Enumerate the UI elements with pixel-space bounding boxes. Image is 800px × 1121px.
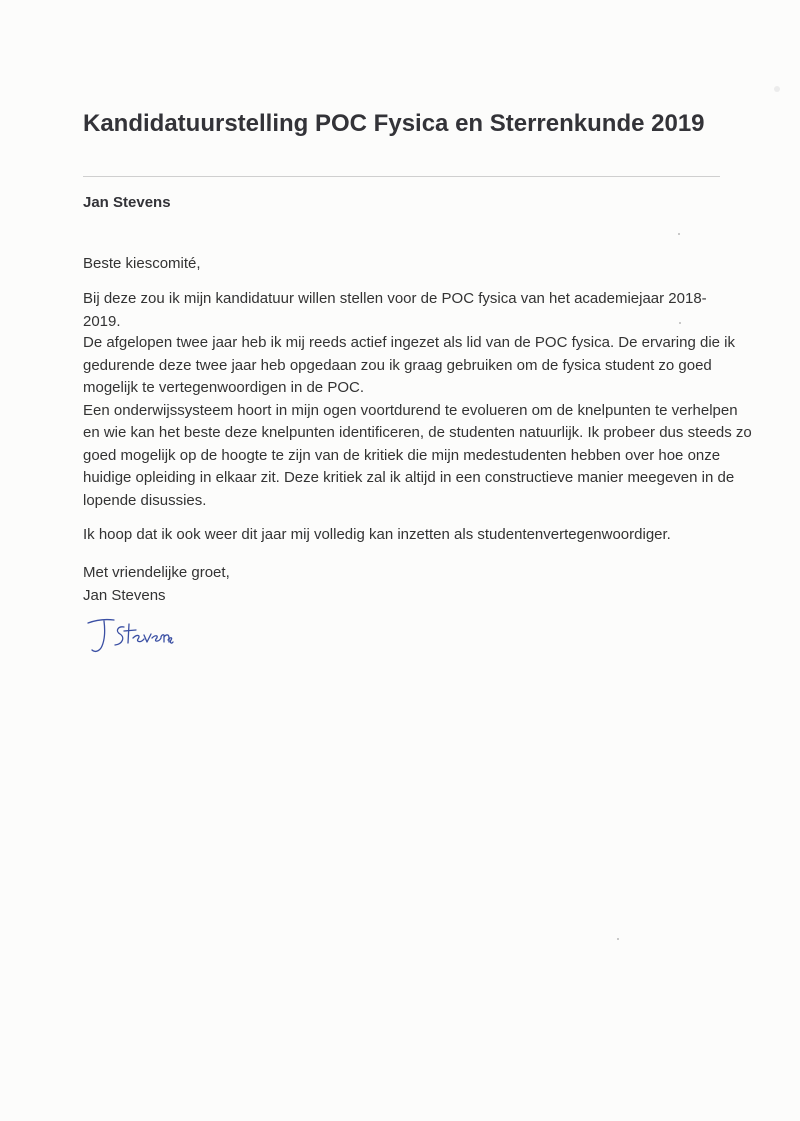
main-paragraph <box>83 332 752 512</box>
salutation: Beste kiescomité, <box>83 255 201 272</box>
scan-speck <box>678 233 680 235</box>
author-name: Jan Stevens <box>83 194 171 211</box>
paragraph-line: goed mogelijk op de hoogte te zijn van de kritiek die mijn medestudenten hebben over hoe onze <box>83 446 721 464</box>
paragraph-line: en wie kan het beste deze knelpunten identificeren, de studenten natuurlijk. Ik probeer dus steeds zo <box>83 424 752 441</box>
closing-greeting: Met vriendelijke groet, <box>83 564 230 581</box>
document-title: Kandidatuurstelling POC Fysica en Sterrenkunde 2019 <box>83 110 705 137</box>
closing-block <box>83 562 723 607</box>
paragraph-line: Een onderwijssysteem hoort in mijn ogen voortdurend te evolueren om de knelpunten te verhelpen <box>83 401 738 419</box>
scan-speck <box>617 938 619 940</box>
paragraph-line: huidige opleiding in elkaar zit. Deze kritiek zal ik altijd in een constructieve manier meegeven in de <box>83 469 735 486</box>
paragraph-line: mogelijk te vertegenwoordigen in de POC. <box>83 379 364 396</box>
paragraph-line: lopende disussies. <box>83 491 207 509</box>
title-divider <box>83 176 720 177</box>
signoff-name: Jan Stevens <box>83 586 166 604</box>
hope-paragraph: Ik hoop dat ik ook weer dit jaar mij volledig kan inzetten als studentenvertegenwoordiger. <box>83 526 671 543</box>
scan-speck <box>774 86 780 92</box>
scan-speck <box>679 322 681 324</box>
intro-paragraph: Bij deze zou ik mijn kandidatuur willen stellen voor de POC fysica van het academiejaar 2018-2019. <box>83 290 707 330</box>
handwritten-signature <box>84 614 174 656</box>
paragraph-line: gedurende deze twee jaar heb opgedaan zou ik graag gebruiken om de fysica student zo goed <box>83 356 712 374</box>
paragraph-line: De afgelopen twee jaar heb ik mij reeds actief ingezet als lid van de POC fysica. De ervaring die ik <box>83 334 735 351</box>
